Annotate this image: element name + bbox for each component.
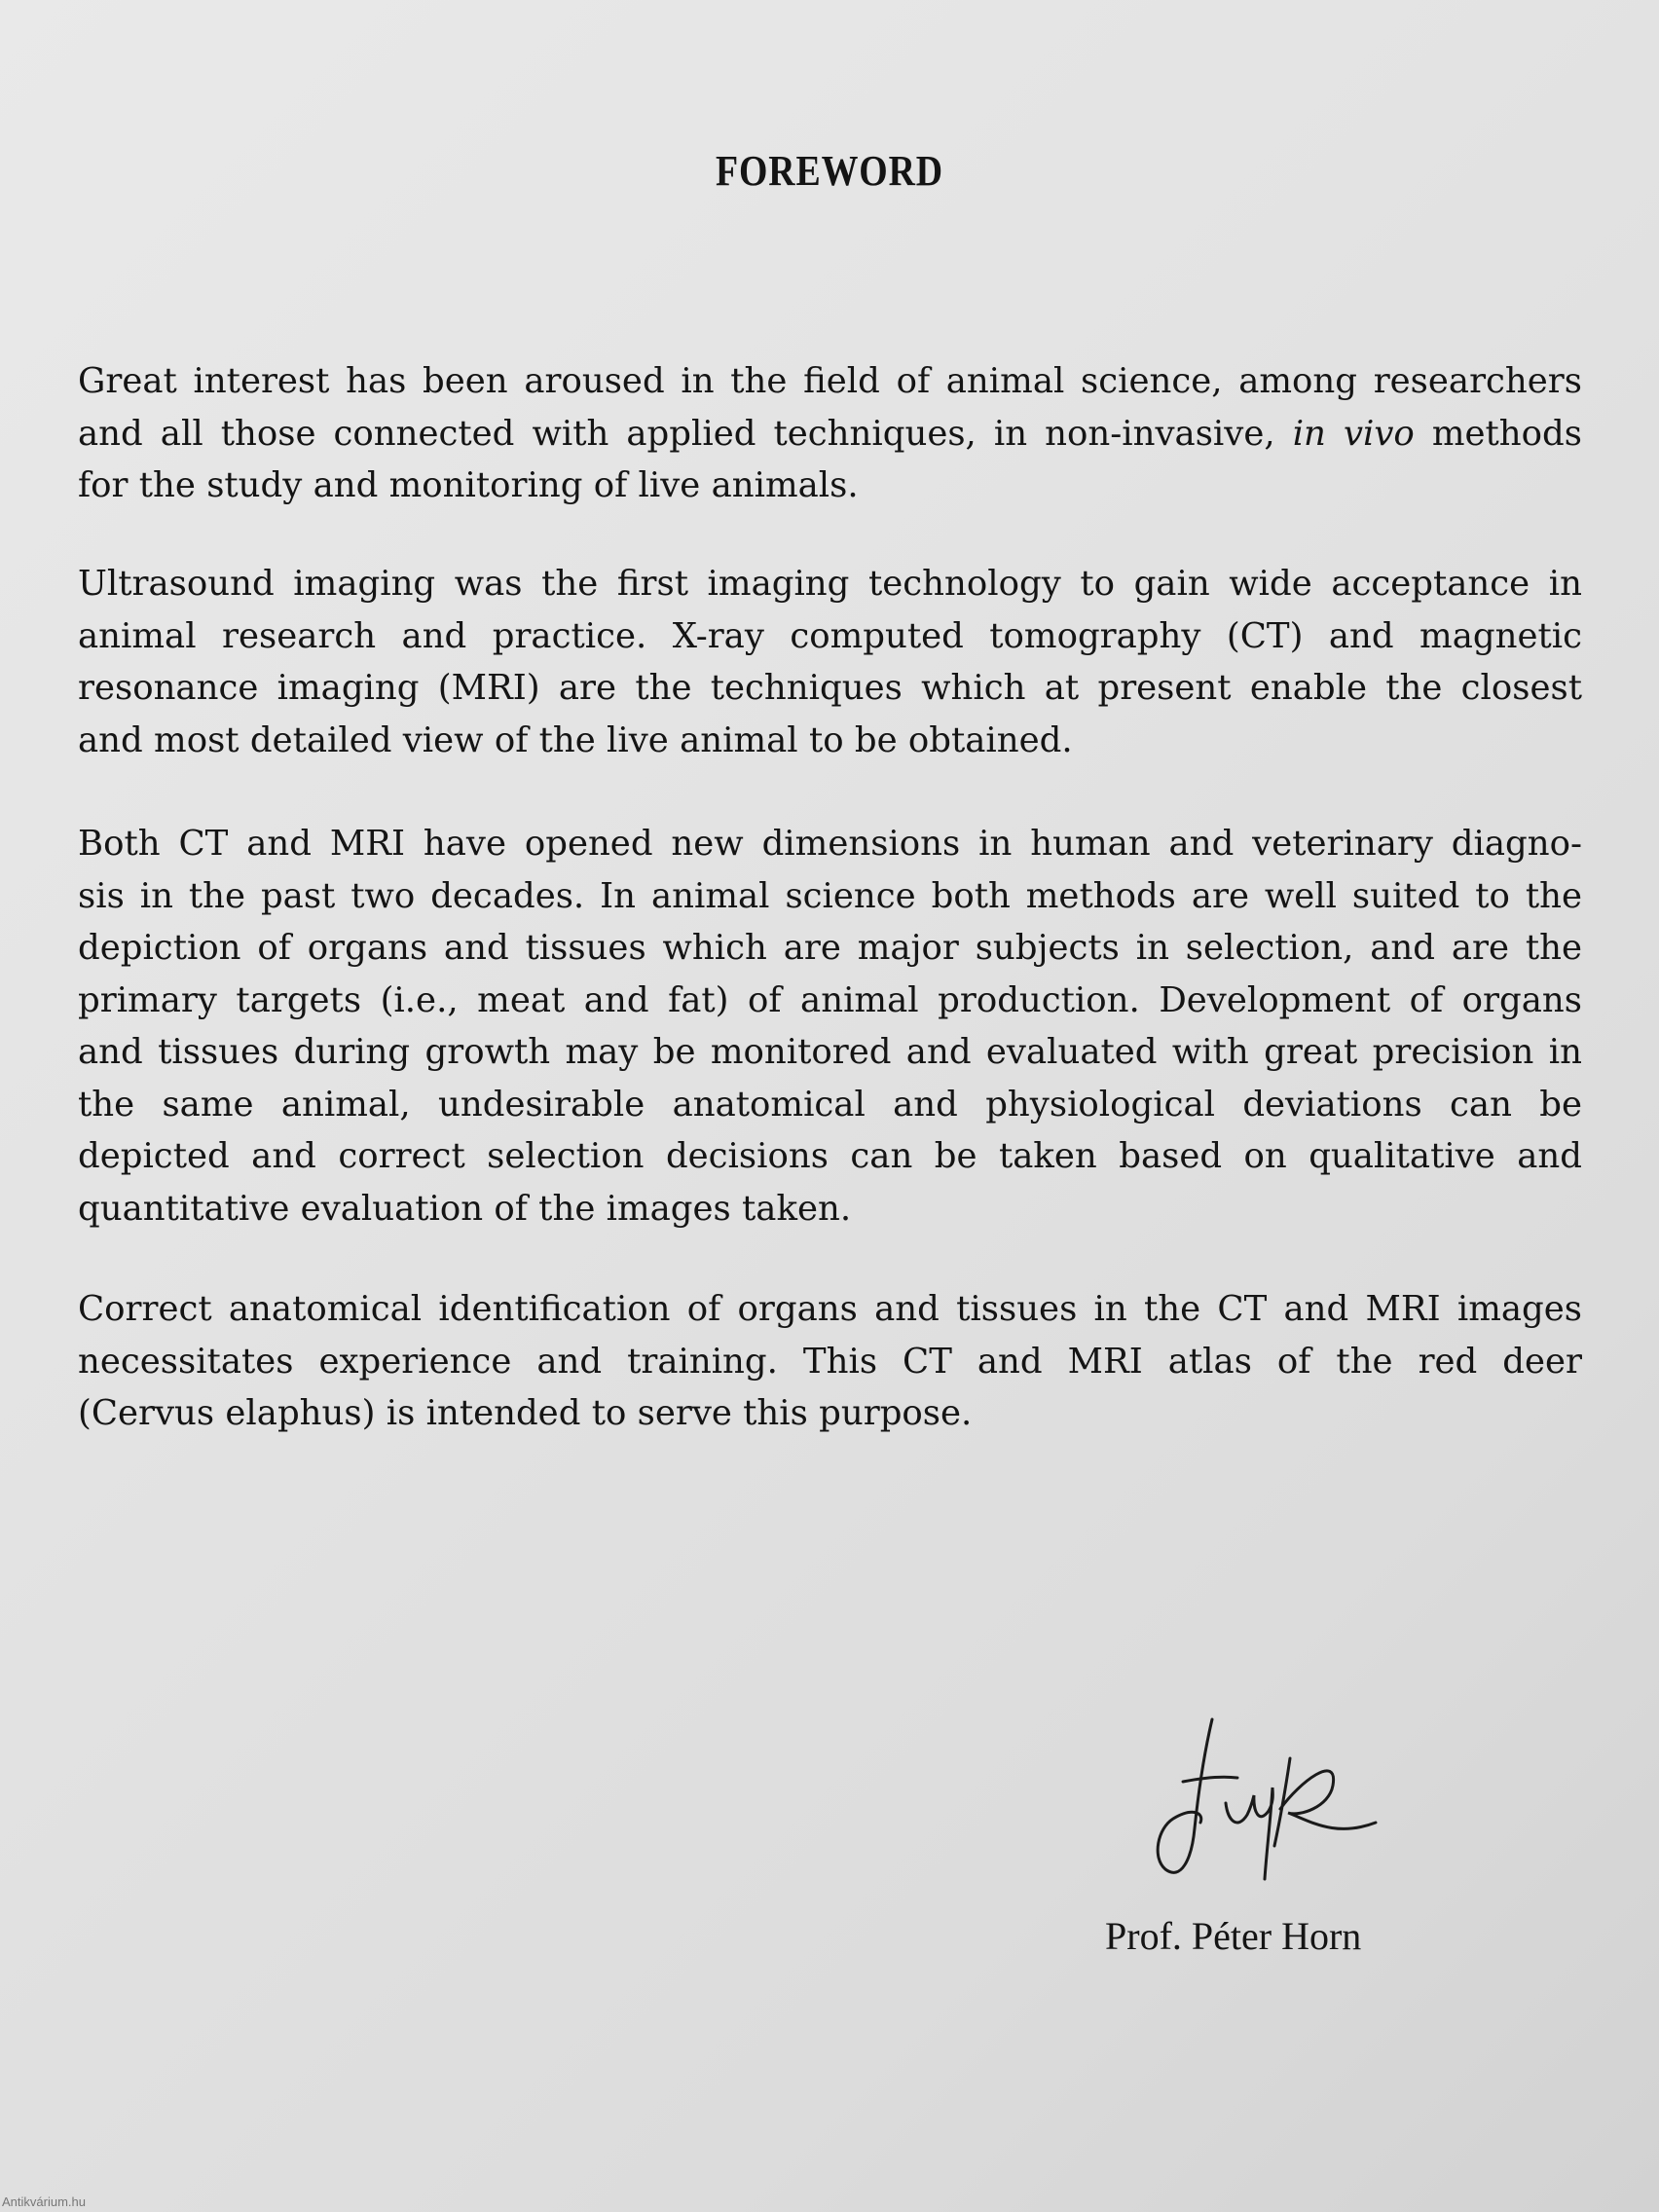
- handwritten-signature: [1144, 1714, 1387, 1884]
- paragraph-3-line-4: primary targets (i.e., meat and fat) of animal production. Development of organs: [78, 979, 1582, 1020]
- paragraph-3-line-2: sis in the past two decades. In animal science both methods are well suited to the: [78, 875, 1582, 916]
- paragraph-1-line-1: Great interest has been aroused in the field of animal science, among researchers: [78, 361, 1582, 401]
- paragraph-3-line-6: the same animal, undesirable anatomical and physiological deviations can be: [78, 1084, 1582, 1124]
- paragraph-2-line-3: resonance imaging (MRI) are the techniques which at present enable the closest: [78, 668, 1582, 708]
- paragraph-1-line-2: [78, 408, 1582, 461]
- paragraph-2-line-1: Ultrasound imaging was the first imaging technology to gain wide acceptance in: [78, 564, 1582, 604]
- paragraph-3-line-7: depicted and correct selection decisions can be taken based on qualitative and: [78, 1136, 1582, 1176]
- paragraph-3-line-3: depiction of organs and tissues which are major subjects in selection, and are the: [78, 928, 1582, 968]
- paragraph-2: [78, 558, 1582, 766]
- page-title: FOREWORD: [716, 147, 943, 195]
- paragraph-3-line-1: Both CT and MRI have opened new dimensions in human and veterinary diagno-: [78, 824, 1582, 864]
- paragraph-3: [78, 818, 1582, 1235]
- paragraph-2-line-4: and most detailed view of the live animal to be obtained.: [78, 719, 1073, 760]
- paragraph-1: [78, 355, 1582, 512]
- author-name: Prof. Péter Horn: [1105, 1914, 1362, 1958]
- paragraph-4-line-2: necessitates experience and training. This CT and MRI atlas of the red deer: [78, 1341, 1582, 1382]
- paragraph-1-line-2-text: and all those connected with applied techniques, in non-invasive,: [78, 413, 1293, 454]
- paragraph-2-line-2: animal research and practice. X-ray computed tomography (CT) and magnetic: [78, 615, 1582, 656]
- watermark: Antikvárium.hu: [2, 2194, 86, 2209]
- paragraph-4-line-1: Correct anatomical identification of organs and tissues in the CT and MRI images: [78, 1289, 1582, 1329]
- paragraph-4-line-3: (Cervus elaphus) is intended to serve this purpose.: [78, 1393, 973, 1433]
- paragraph-3-line-5: and tissues during growth may be monitored and evaluated with great precision in: [78, 1032, 1582, 1072]
- paragraph-1-line-2-tail: methods: [1414, 413, 1582, 454]
- paragraph-1-line-3: for the study and monitoring of live animals.: [78, 465, 859, 505]
- paragraph-3-line-8: quantitative evaluation of the images taken.: [78, 1188, 852, 1229]
- italic-term: in vivo: [1292, 413, 1415, 454]
- paragraph-4: [78, 1283, 1582, 1440]
